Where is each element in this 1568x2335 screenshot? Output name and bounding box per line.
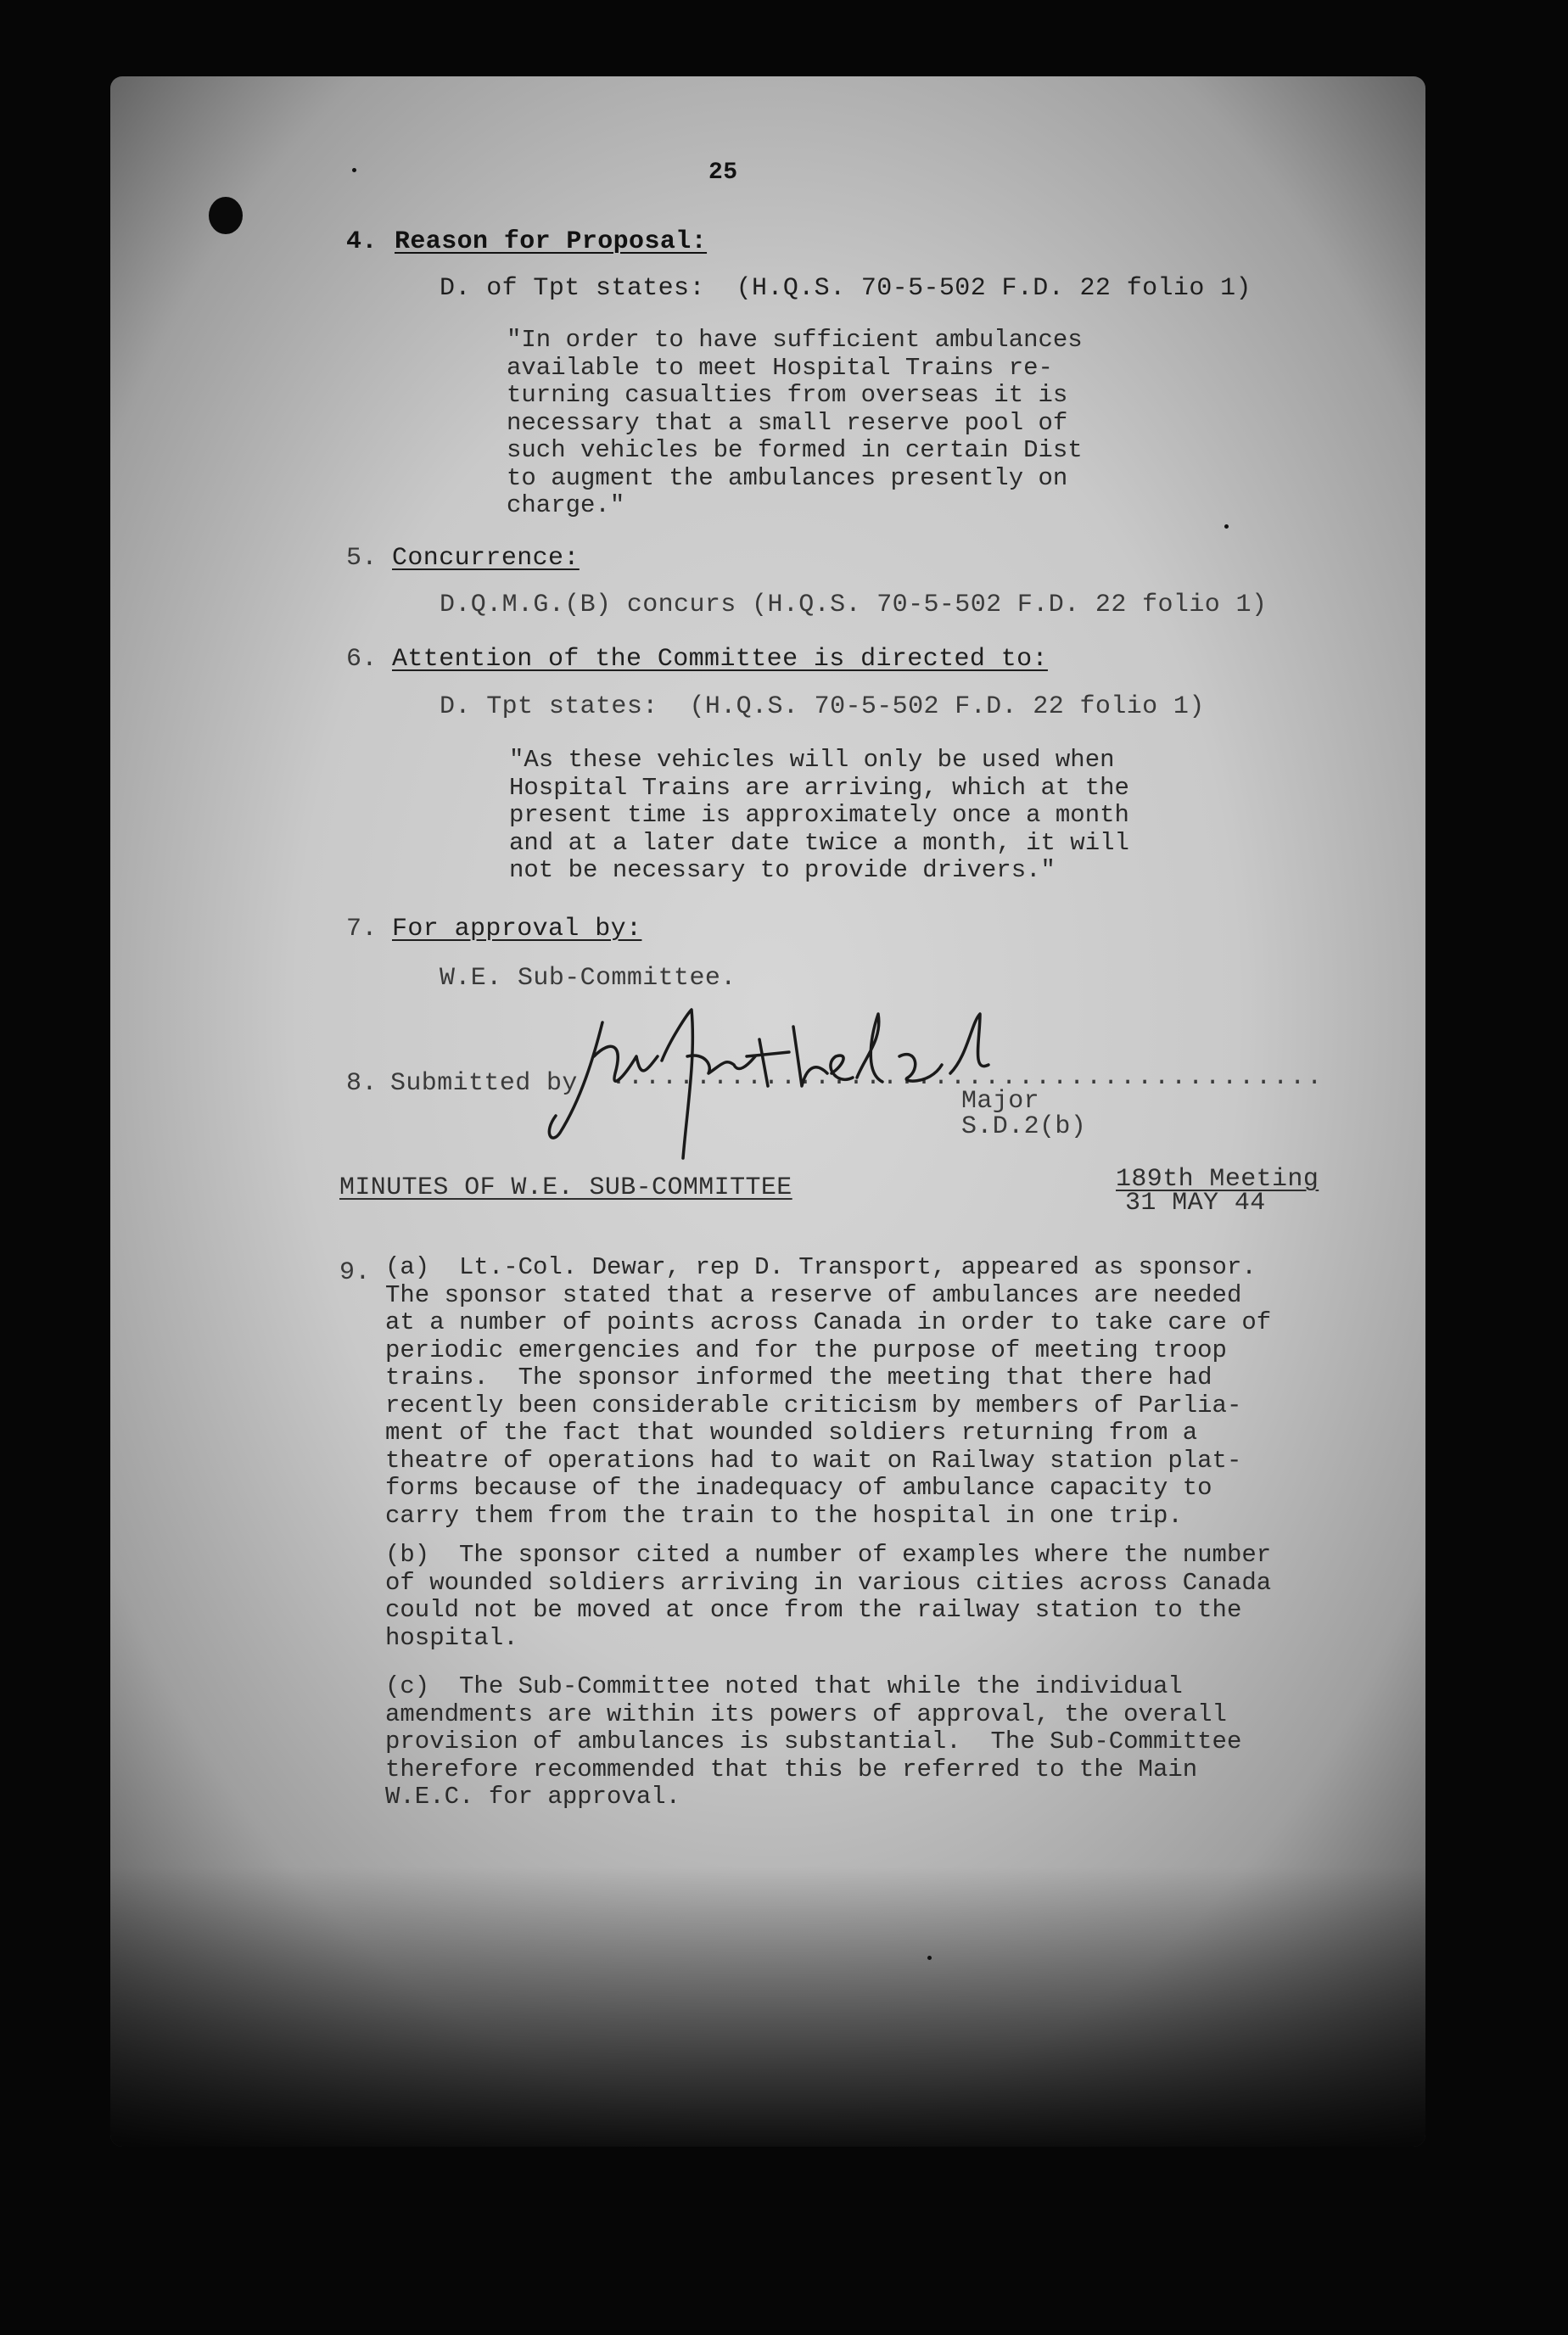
section-4-quote <box>507 327 1083 520</box>
section-4-source: D. of Tpt states: (H.Q.S. 70-5-502 F.D. 22 folio 1) <box>440 274 1252 303</box>
section-4-heading: Reason for Proposal: <box>395 227 708 256</box>
text-line: charge." <box>507 491 625 519</box>
text-line: (c) The Sub-Committee noted that while the individual <box>385 1672 1183 1700</box>
section-7-text: W.E. Sub-Committee. <box>440 964 736 993</box>
signer-rank: Major <box>961 1087 1040 1116</box>
punch-hole <box>209 197 243 234</box>
text-line: forms because of the inadequacy of ambulance capacity to <box>385 1474 1212 1502</box>
text-line: W.E.C. for approval. <box>385 1783 681 1811</box>
text-line: could not be moved at once from the railway station to the <box>385 1596 1242 1624</box>
section-5-heading: Concurrence: <box>392 544 580 573</box>
text-line: carry them from the train to the hospital in one trip. <box>385 1501 1183 1530</box>
text-line: present time is approximately once a month <box>509 801 1129 829</box>
minutes-paragraph-a <box>385 1254 1271 1530</box>
text-line: "In order to have sufficient ambulances <box>507 326 1083 354</box>
text-line: at a number of points across Canada in order to take care of <box>385 1308 1272 1336</box>
text-line: amendments are within its powers of approval, the overall <box>385 1699 1227 1728</box>
text-line: theatre of operations had to wait on Railway station plat- <box>385 1446 1242 1475</box>
text-line: trains. The sponsor informed the meeting that there had <box>385 1363 1212 1391</box>
speck <box>1224 524 1229 529</box>
signature-dotted-line: .......................................... <box>611 1063 1324 1092</box>
section-7-number: 7. <box>346 915 378 944</box>
page-number: 25 <box>708 160 738 186</box>
text-line: ment of the fact that wounded soldiers returning from a <box>385 1419 1198 1447</box>
speck <box>352 168 356 172</box>
submitted-by-label: Submitted by <box>390 1069 578 1098</box>
meeting-number: 189th Meeting <box>1116 1165 1319 1194</box>
text-line: Hospital Trains are arriving, which at the <box>509 773 1129 802</box>
section-8-number: 8. <box>346 1069 378 1098</box>
text-line: recently been considerable criticism by members of Parlia- <box>385 1391 1242 1419</box>
text-line: not be necessary to provide drivers." <box>509 856 1056 884</box>
section-5-number: 5. <box>346 544 378 573</box>
text-line: of wounded soldiers arriving in various cities across Canada <box>385 1568 1272 1597</box>
section-6-number: 6. <box>346 645 378 674</box>
text-line: (b) The sponsor cited a number of examples where the number <box>385 1541 1272 1569</box>
section-7-heading: For approval by: <box>392 915 642 944</box>
minutes-paragraph-b <box>385 1542 1271 1652</box>
text-line: therefore recommended that this be referred to the Main <box>385 1755 1198 1783</box>
text-line: periodic emergencies and for the purpose of meeting troop <box>385 1335 1227 1364</box>
meeting-date: 31 MAY 44 <box>1125 1189 1266 1218</box>
text-line: available to meet Hospital Trains re- <box>507 353 1053 382</box>
signer-branch: S.D.2(b) <box>961 1112 1087 1141</box>
item-9-number: 9. <box>339 1258 371 1287</box>
text-line: (a) Lt.-Col. Dewar, rep D. Transport, appeared as sponsor. <box>385 1253 1257 1281</box>
text-line: necessary that a small reserve pool of <box>507 408 1068 437</box>
handwritten-signature <box>543 1005 1018 1167</box>
text-line: "As these vehicles will only be used when <box>509 746 1115 774</box>
text-line: turning casualties from overseas it is <box>507 381 1068 409</box>
section-4-number: 4. <box>346 227 378 256</box>
section-5-text: D.Q.M.G.(B) concurs (H.Q.S. 70-5-502 F.D. 22 folio 1) <box>440 591 1268 619</box>
section-6-source: D. Tpt states: (H.Q.S. 70-5-502 F.D. 22 folio 1) <box>440 692 1205 721</box>
text-line: The sponsor stated that a reserve of ambulances are needed <box>385 1280 1242 1309</box>
speck <box>927 1956 932 1960</box>
text-line: and at a later date twice a month, it will <box>509 828 1129 857</box>
text-line: to augment the ambulances presently on <box>507 463 1068 492</box>
page-shadow <box>110 1867 1425 2147</box>
text-line: provision of ambulances is substantial. The Sub-Committee <box>385 1727 1242 1755</box>
text-line: such vehicles be formed in certain Dist <box>507 436 1083 464</box>
section-6-quote <box>509 747 1129 885</box>
section-6-heading: Attention of the Committee is directed to: <box>392 645 1048 674</box>
text-line: hospital. <box>385 1623 518 1652</box>
minutes-paragraph-c <box>385 1673 1241 1811</box>
minutes-title: MINUTES OF W.E. SUB-COMMITTEE <box>339 1173 792 1202</box>
